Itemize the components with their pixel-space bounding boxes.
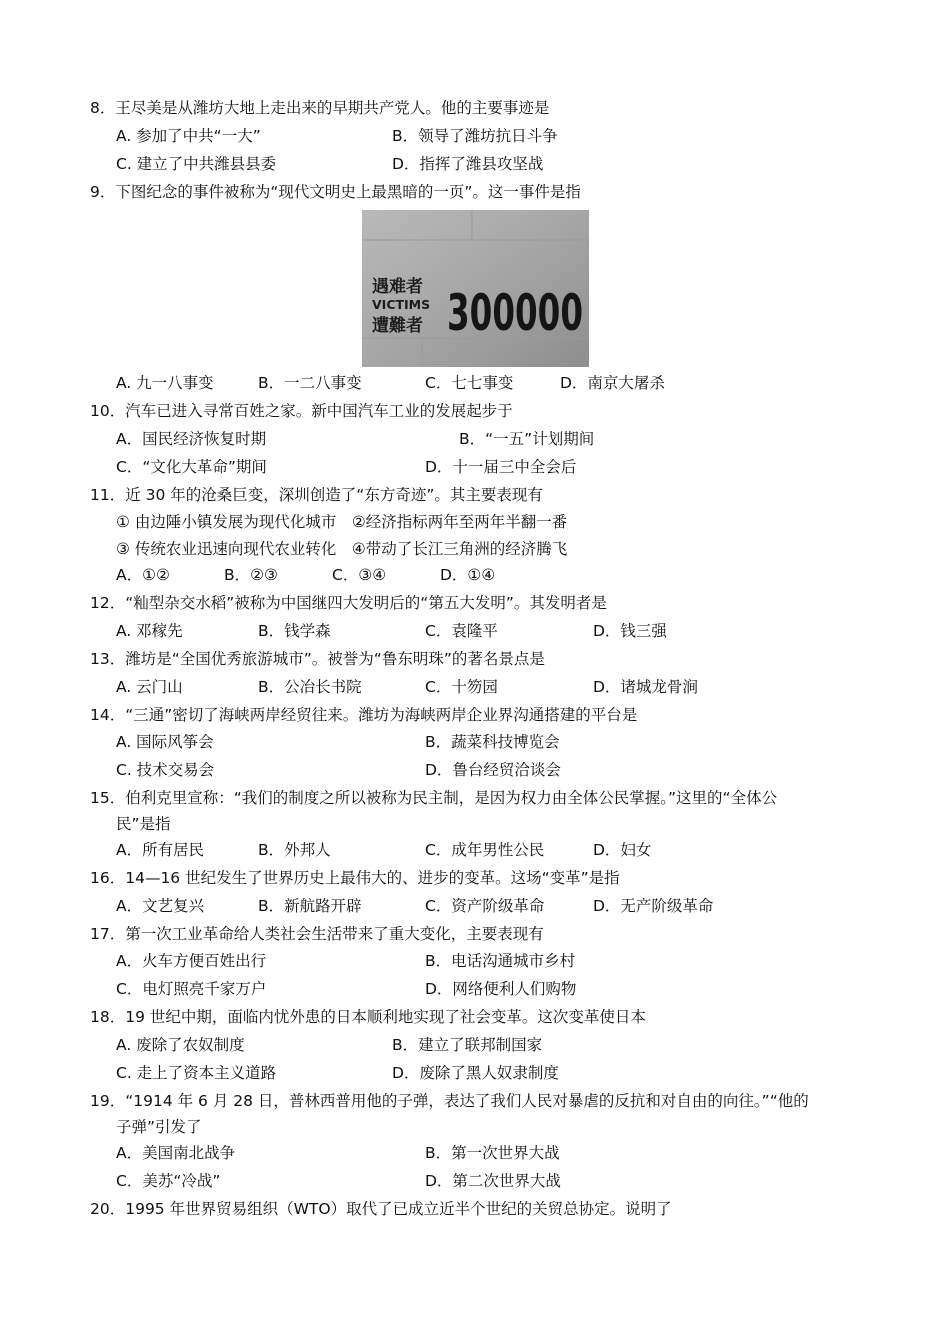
memorial-wall-photo — [362, 210, 589, 367]
memorial-wall-svg — [362, 210, 589, 367]
q19-option-a: A．美国南北战争 — [116, 1144, 236, 1162]
q13-option-a: A. 云门山 — [116, 678, 183, 696]
question-19-stem-cont: 子弹”引发了 — [116, 1118, 202, 1136]
question-16-stem: 16．14—16 世纪发生了世界历史上最伟大的、进步的变革。这场“变革”是指 — [90, 869, 620, 887]
q14-option-b: B．蔬菜科技博览会 — [425, 733, 560, 751]
q11-option-b: B．②③ — [224, 566, 278, 584]
victims-japanese: 遭難者 — [372, 316, 423, 336]
question-18-stem: 18．19 世纪中期，面临内忧外患的日本顺利地实现了社会变革。这次变革使日本 — [90, 1008, 646, 1026]
q18-option-d: D．废除了黑人奴隶制度 — [392, 1064, 559, 1082]
question-12-stem: 12．“籼型杂交水稻”被称为中国继四大发明后的“第五大发明”。其发明者是 — [90, 594, 607, 612]
q17-option-a: A．火车方便百姓出行 — [116, 952, 267, 970]
victims-chinese-simplified: 遇难者 — [372, 277, 423, 297]
q12-option-d: D．钱三强 — [593, 622, 667, 640]
q11-option-c: C．③④ — [332, 566, 387, 584]
q9-option-c: C．七七事变 — [425, 374, 514, 392]
q19-option-d: D．第二次世界大战 — [425, 1172, 561, 1190]
q11-option-d: D．①④ — [440, 566, 496, 584]
q19-option-b: B．第一次世界大战 — [425, 1144, 560, 1162]
victims-number: 300000 — [447, 284, 583, 342]
q13-option-c: C．十笏园 — [425, 678, 498, 696]
q17-option-d: D．网络便利人们购物 — [425, 980, 577, 998]
q15-option-d: D．妇女 — [593, 841, 652, 859]
q9-option-d: D．南京大屠杀 — [560, 374, 665, 392]
question-20-stem: 20．1995 年世界贸易组织（WTO）取代了已成立近半个世纪的关贸总协定。说明了 — [90, 1200, 672, 1218]
q10-option-b: B．“一五”计划期间 — [459, 430, 595, 448]
q16-option-b: B．新航路开辟 — [258, 897, 362, 915]
q15-option-c: C．成年男性公民 — [425, 841, 545, 859]
q16-option-a: A．文艺复兴 — [116, 897, 205, 915]
q11-item-1-2: ① 由边陲小镇发展为现代化城市 ②经济指标两年至两年半翻一番 — [116, 513, 568, 531]
q15-option-a: A．所有居民 — [116, 841, 205, 859]
question-17-stem: 17．第一次工业革命给人类社会生活带来了重大变化，主要表现有 — [90, 925, 544, 943]
q8-option-a: A. 参加了中共“一大” — [116, 127, 261, 145]
q18-option-a: A. 废除了农奴制度 — [116, 1036, 245, 1054]
q8-option-b: B．领导了潍坊抗日斗争 — [392, 127, 558, 145]
q13-option-b: B．公冶长书院 — [258, 678, 362, 696]
question-19-stem: 19．“1914 年 6 月 28 日，普林西普用他的子弹，表达了我们人民对暴虐的反抗和对自由的向往。”“他的 — [90, 1092, 809, 1110]
question-15-stem: 15．伯利克里宣称：“我们的制度之所以被称为民主制，是因为权力由全体公民掌握。”这里的“全体公 — [90, 789, 778, 807]
q9-option-a: A. 九一八事变 — [116, 374, 214, 392]
q11-option-a: A．①② — [116, 566, 170, 584]
q11-item-3-4: ③ 传统农业迅速向现代农业转化 ④带动了长江三角洲的经济腾飞 — [116, 540, 568, 558]
q15-option-b: B．外邦人 — [258, 841, 331, 859]
q17-option-c: C．电灯照亮千家万户 — [116, 980, 267, 998]
q18-option-b: B．建立了联邦制国家 — [392, 1036, 543, 1054]
question-8-stem: 8．王尽美是从潍坊大地上走出来的早期共产党人。他的主要事迹是 — [90, 99, 550, 117]
question-13-stem: 13．潍坊是“全国优秀旅游城市”。被誉为“鲁东明珠”的著名景点是 — [90, 650, 545, 668]
q19-option-c: C．美苏“冷战” — [116, 1172, 221, 1190]
victims-english: VICTIMS — [372, 297, 431, 312]
question-11-stem: 11．近 30 年的沧桑巨变，深圳创造了“东方奇迹”。其主要表现有 — [90, 486, 543, 504]
q10-option-d: D．十一届三中全会后 — [425, 458, 577, 476]
q8-option-d: D．指挥了潍县攻坚战 — [392, 155, 544, 173]
q18-option-c: C. 走上了资本主义道路 — [116, 1064, 277, 1082]
q16-option-c: C．资产阶级革命 — [425, 897, 545, 915]
q9-option-b: B．一二八事变 — [258, 374, 362, 392]
q14-option-d: D．鲁台经贸洽谈会 — [425, 761, 561, 779]
q13-option-d: D．诸城龙骨涧 — [593, 678, 698, 696]
q10-option-c: C．“文化大革命”期间 — [116, 458, 267, 476]
q10-option-a: A．国民经济恢复时期 — [116, 430, 267, 448]
question-9-stem: 9．下图纪念的事件被称为“现代文明史上最黑暗的一页”。这一事件是指 — [90, 183, 581, 201]
q14-option-c: C. 技术交易会 — [116, 761, 215, 779]
q12-option-b: B．钱学森 — [258, 622, 331, 640]
question-15-stem-cont: 民”是指 — [116, 815, 171, 833]
question-10-stem: 10．汽车已进入寻常百姓之家。新中国汽车工业的发展起步于 — [90, 402, 513, 420]
q8-option-c: C. 建立了中共潍县县委 — [116, 155, 277, 173]
q12-option-c: C．袁隆平 — [425, 622, 498, 640]
q16-option-d: D．无产阶级革命 — [593, 897, 714, 915]
q12-option-a: A. 邓稼先 — [116, 622, 183, 640]
question-14-stem: 14．“三通”密切了海峡两岸经贸往来。潍坊为海峡两岸企业界沟通搭建的平台是 — [90, 706, 638, 724]
q17-option-b: B．电话沟通城市乡村 — [425, 952, 576, 970]
q14-option-a: A. 国际风筝会 — [116, 733, 214, 751]
